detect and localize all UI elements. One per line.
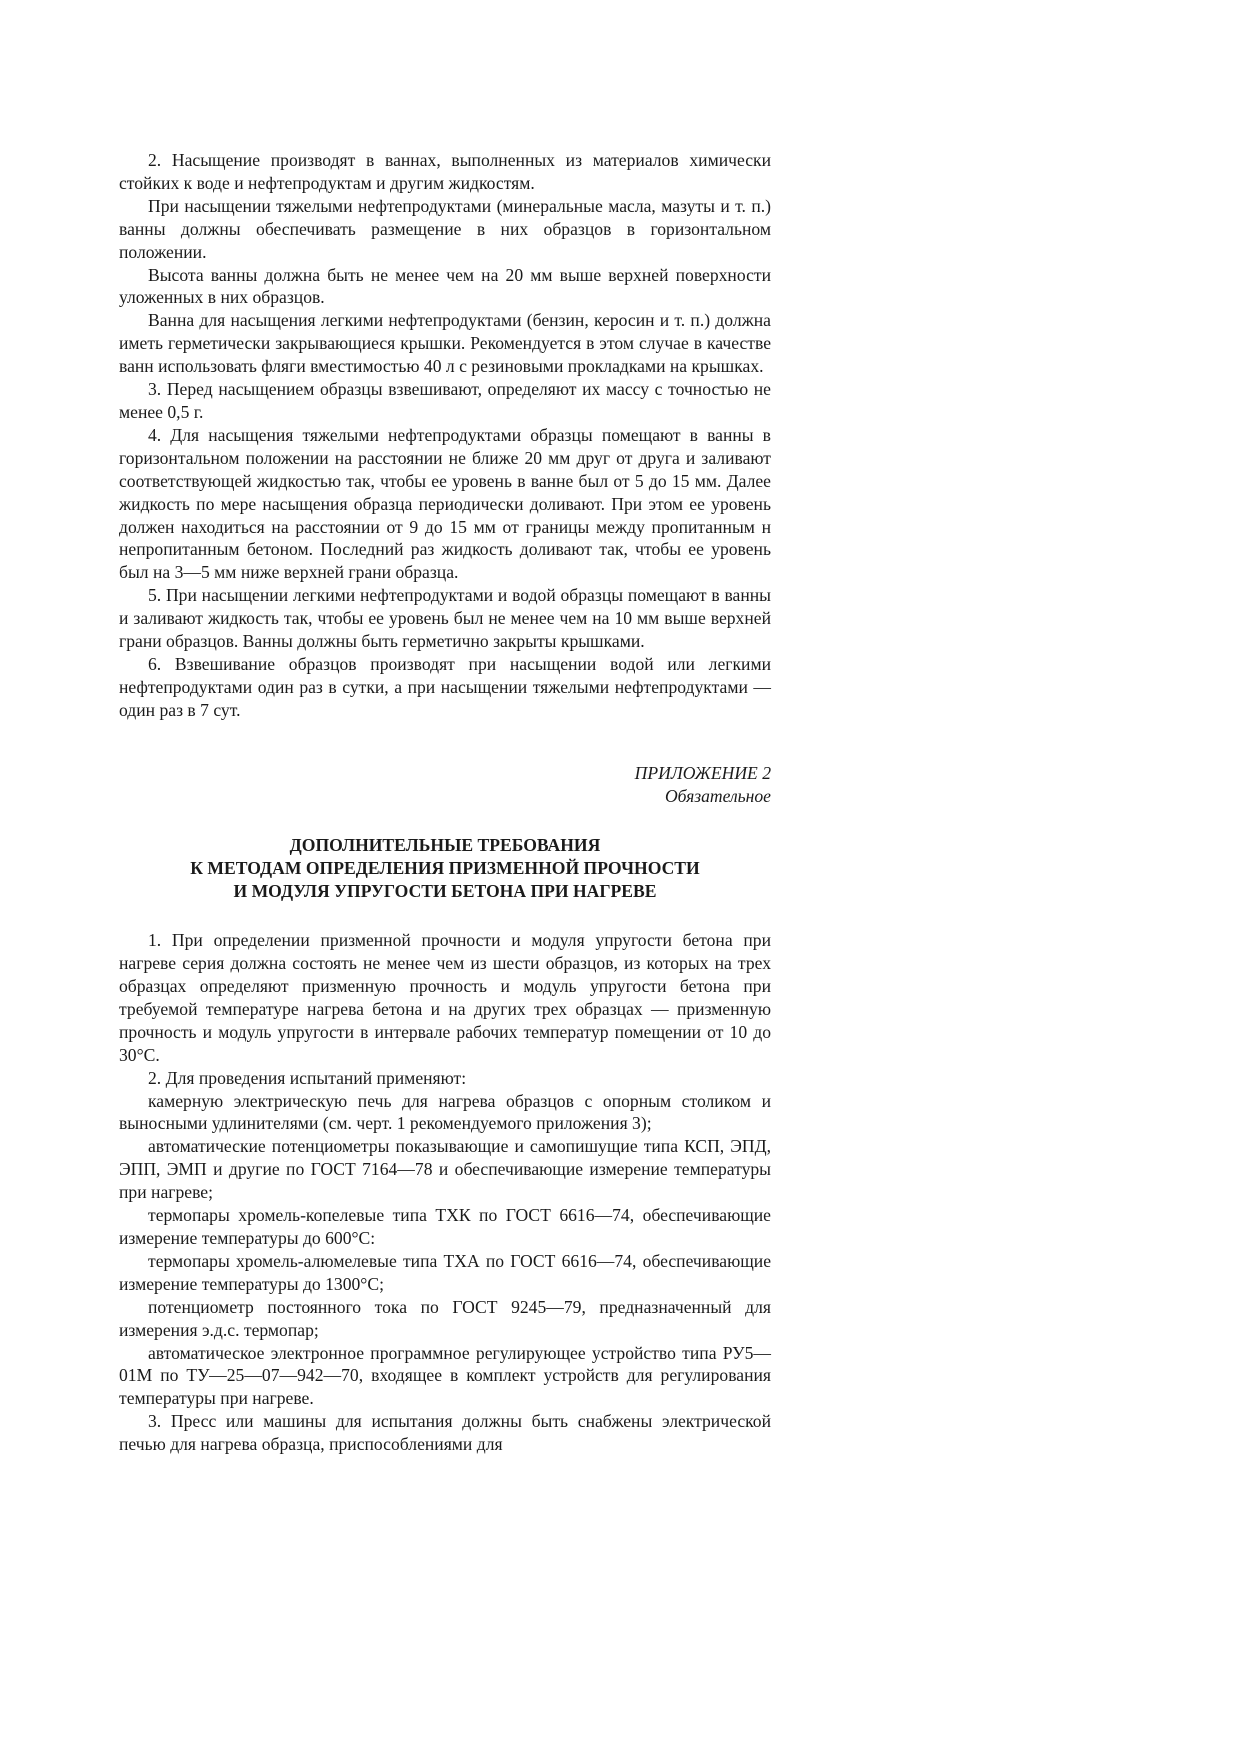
paragraph: камерную электрическую печь для нагрева образцов с опорным столиком и выносными удлинителями (см. черт. 1 рекомендуемого приложения 3);	[119, 1090, 771, 1134]
paragraph: Ванна для насыщения легкими нефтепродуктами (бензин, керосин и т. п.) должна иметь герметически закрывающиеся крышки. Рекомендуется в этом случае в качестве ванн использовать фляги вместимостью 40 л с резиновыми прокладками на крышках.	[119, 310, 771, 377]
title-line: И МОДУЛЯ УПРУГОСТИ БЕТОНА ПРИ НАГРЕВЕ	[233, 881, 657, 902]
paragraph: 6. Взвешивание образцов производят при насыщении водой или легкими нефтепродуктами один раз в сутки, а при насыщении тяжелыми нефтепродуктами — один раз в 7 сут.	[119, 653, 771, 720]
section-top	[119, 149, 771, 722]
paragraph: 3. Перед насыщением образцы взвешивают, определяют их массу с точностью не менее 0,5 г.	[119, 379, 771, 422]
paragraph: термопары хромель-алюмелевые типа ТХА по ГОСТ 6616—74, обеспечивающие измерение температуры до 1300°С;	[119, 1250, 771, 1294]
appendix-number: ПРИЛОЖЕНИЕ 2	[634, 762, 771, 783]
paragraph: Высота ванны должна быть не менее чем на 20 мм выше верхней поверхности уложенных в них образцов.	[119, 264, 771, 308]
paragraph: 2. Насыщение производят в ваннах, выполненных из материалов химически стойких к воде и нефтепродуктам и другим жидкостям.	[119, 150, 771, 193]
section-bottom	[119, 929, 771, 1456]
appendix-label	[119, 762, 771, 808]
paragraph: 3. Пресс или машины для испытания должны быть снабжены электрической печью для нагрева образца, приспособлениями для	[119, 1411, 771, 1455]
document-body	[119, 149, 771, 1456]
paragraph: 1. При определении призменной прочности и модуля упругости бетона при нагреве серия должна состоять не менее чем из шести образцов, из которых на трех образцах определяют призменную прочность и модуль упругости бетона при требуемой температуре нагрева бетона и на других трех образцах — призменную прочность и модуль упругости в интервале рабочих температур помещении от 10 до 30°С.	[119, 930, 771, 1065]
title-line: К МЕТОДАМ ОПРЕДЕЛЕНИЯ ПРИЗМЕННОЙ ПРОЧНОСТИ	[190, 858, 700, 879]
paragraph: потенциометр постоянного тока по ГОСТ 9245—79, предназначенный для измерения э.д.с. термопар;	[119, 1296, 771, 1340]
paragraph: 5. При насыщении легкими нефтепродуктами и водой образцы помещают в ванны и заливают жидкость так, чтобы ее уровень был не менее чем на 10 мм выше верхней грани образцов. Ванны должны быть герметично закрыты крышками.	[119, 585, 771, 652]
appendix-status: Обязательное	[664, 785, 771, 806]
title-line: ДОПОЛНИТЕЛЬНЫЕ ТРЕБОВАНИЯ	[289, 835, 601, 856]
paragraph: 4. Для насыщения тяжелыми нефтепродуктами образцы помещают в ванны в горизонтальном положении на расстоянии не ближе 20 мм друг от друга и заливают соответствующей жидкостью так, чтобы ее уровень в ванне был от 5 до 15 мм. Далее жидкость по мере насыщения образца периодически доливают. При этом ее уровень должен находиться на расстоянии от 9 до 15 мм от границы между пропитанным н непропитанным бетоном. Последний раз жидкость доливают так, чтобы ее уровень был на 3—5 мм ниже верхней грани образца.	[119, 424, 771, 583]
paragraph: При насыщении тяжелыми нефтепродуктами (минеральные масла, мазуты и т. п.) ванны должны обеспечивать размещение в них образцов в горизонтальном положении.	[119, 195, 771, 262]
paragraph: автоматические потенциометры показывающие и самопишущие типа КСП, ЭПД, ЭПП, ЭМП и другие по ГОСТ 7164—78 и обеспечивающие измерение температуры при нагреве;	[119, 1136, 771, 1203]
paragraph: термопары хромель-копелевые типа ТХК по ГОСТ 6616—74, обеспечивающие измерение температуры до 600°С:	[119, 1205, 771, 1248]
paragraph: автоматическое электронное программное регулирующее устройство типа РУ5—01М по ТУ—25—07—942—70, входящее в комплект устройств для регулирования температуры при нагреве.	[119, 1342, 771, 1409]
section-title	[119, 834, 771, 903]
paragraph: 2. Для проведения испытаний применяют:	[148, 1067, 467, 1088]
